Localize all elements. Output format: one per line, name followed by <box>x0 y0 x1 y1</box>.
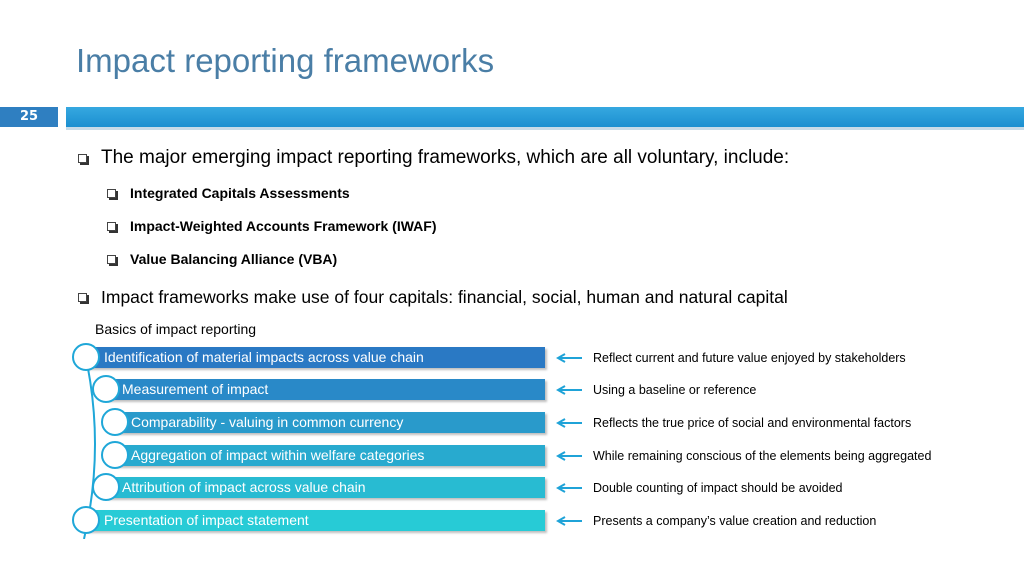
sub-bullet-text: Value Balancing Alliance (VBA) <box>130 251 338 267</box>
arrow-left-icon <box>556 483 582 493</box>
slide-number: 25 <box>0 107 58 127</box>
step-note: Reflect current and future value enjoyed by stakeholders <box>593 351 906 365</box>
step-label: Identification of material impacts across value chain <box>104 349 424 365</box>
square-bullet-icon <box>107 222 116 231</box>
step-note: Using a baseline or reference <box>593 383 757 397</box>
step-note: Presents a company’s value creation and reduction <box>593 514 877 528</box>
bullet-text: The major emerging impact reporting frameworks, which are all voluntary, include: <box>101 147 790 168</box>
sub-bullet-text: Impact-Weighted Accounts Framework (IWAF) <box>130 218 437 234</box>
sub-bullet <box>107 218 436 234</box>
step-bar <box>106 379 545 400</box>
step-circle <box>72 506 100 534</box>
step-bar <box>115 445 545 466</box>
step-bar <box>86 510 545 531</box>
step-circle <box>101 408 129 436</box>
step-circle <box>92 375 120 403</box>
step-note: Reflects the true price of social and environmental factors <box>593 416 912 430</box>
square-bullet-icon <box>107 255 116 264</box>
step-note: While remaining conscious of the elements being aggregated <box>593 449 932 463</box>
sub-bullet <box>107 251 337 267</box>
square-bullet-icon <box>107 189 116 198</box>
step-bar <box>86 347 545 368</box>
step-circle <box>72 343 100 371</box>
bullet-capitals <box>78 287 788 308</box>
step-label: Aggregation of impact within welfare categories <box>131 447 425 463</box>
arrow-left-icon <box>556 451 582 461</box>
step-label: Comparability - valuing in common currency <box>131 414 404 430</box>
step-note: Double counting of impact should be avoided <box>593 481 843 495</box>
square-bullet-icon <box>78 293 87 302</box>
sub-bullet-text: Integrated Capitals Assessments <box>130 185 350 201</box>
header-bar <box>66 107 1024 127</box>
step-label: Presentation of impact statement <box>104 512 309 528</box>
step-label: Measurement of impact <box>122 381 269 397</box>
arrow-left-icon <box>556 516 582 526</box>
bullet-text: Impact frameworks make use of four capitals: financial, social, human and natural capital <box>101 287 788 307</box>
bullet-frameworks <box>78 147 789 169</box>
arrow-left-icon <box>556 385 582 395</box>
header-bar-shadow <box>66 127 1024 130</box>
sub-bullet <box>107 185 350 201</box>
diagram-caption: Basics of impact reporting <box>95 321 257 337</box>
square-bullet-icon <box>78 154 87 163</box>
arrow-left-icon <box>556 353 582 363</box>
step-circle <box>101 441 129 469</box>
slide-title: Impact reporting frameworks <box>76 42 495 79</box>
step-bar <box>115 412 545 433</box>
step-bar <box>106 477 545 498</box>
arrow-left-icon <box>556 418 582 428</box>
step-circle <box>92 473 120 501</box>
step-label: Attribution of impact across value chain <box>122 479 366 495</box>
